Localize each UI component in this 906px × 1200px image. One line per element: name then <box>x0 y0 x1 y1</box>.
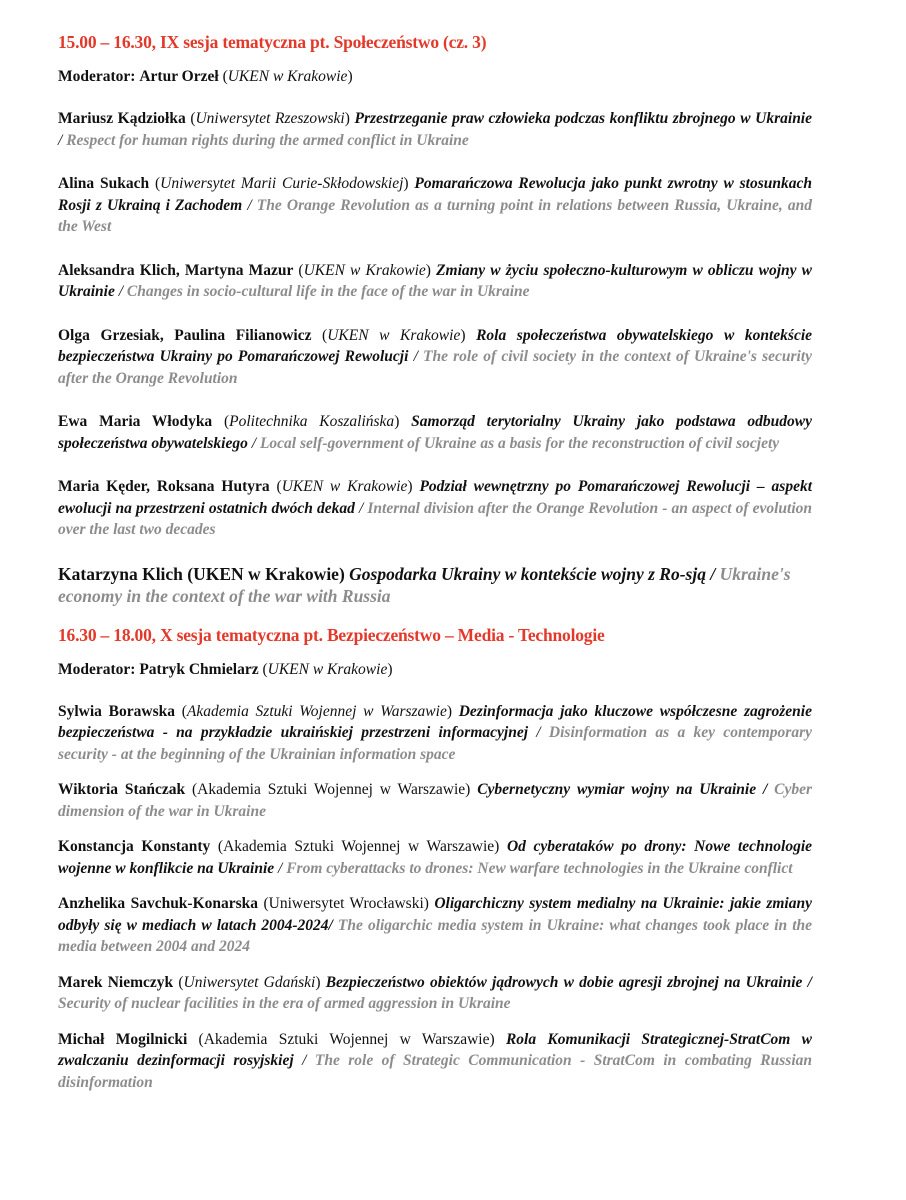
title-english: Internal division after the Orange Revolution - an aspect of evolution over the last two decades <box>58 499 813 538</box>
presentation-entry: Michał Mogilnicki (Akademia Sztuki Wojennej w Warszawie) Rola Komunikacji Strategicznej-StratCom w zwalczaniu dezinformacji rosyjskiej / The role of Strategic Communication - StratCom in combating Russian disinformation <box>58 1030 813 1091</box>
title-english: Local self-government of Ukraine as a basis for the reconstruction of civil socjety <box>259 434 780 452</box>
title-separator: / <box>710 563 716 584</box>
title-separator: / <box>302 1052 307 1069</box>
title-separator: / <box>278 859 283 877</box>
presenter-name: Katarzyna Klich <box>58 563 183 584</box>
presentation-entry: Anzhelika Savchuk-Konarska (Uniwersytet Wrocławski) Oligarchiczny system medialny na Ukrainie: jakie zmiany odbyły się w mediach w latach 2004-2024/ The oligarchic media system in Ukraine: what changes took place in the media between 2004 and 2024 <box>58 895 813 955</box>
presentation-entry: Olga Grzesiak, Paulina Filianowicz (UKEN w Krakowie) Rola społeczeństwa obywatelskiego w kontekście bezpieczeństwa Ukrainy po Pomarańczowej Rewolucji / The role of civil society in the context of Ukraine's security after the Orange Revolution <box>58 326 813 387</box>
moderator-name: Artur Orzeł <box>139 68 219 85</box>
title-separator: / <box>413 348 418 365</box>
title-english: From cyberattacks to drones: New warfare technologies in the Ukraine conflict <box>286 859 793 877</box>
session-ix <box>58 30 812 607</box>
presenter-affiliation: UKEN w Krakowie <box>327 326 461 344</box>
presenter-name: Sylwia Borawska <box>58 702 175 720</box>
title-separator: / <box>807 973 812 991</box>
title-polish: Pomarańczowa Rewolucja jako punkt zwrotny w stosunkach Rosji z Ukrainą i Zachodem <box>58 175 812 214</box>
presentation-entry: Marek Niemczyk (Uniwersytet Gdański) Bezpieczeństwo obiektów jądrowych w dobie agresji zbrojnej na Ukrainie / Security of nuclear facilities in the era of armed aggression in Ukraine <box>58 973 812 1012</box>
presenter-name: Ewa Maria Włodyka <box>58 413 213 430</box>
presenter-affiliation: Uniwersytet Wrocławski <box>268 895 424 912</box>
title-english: Security of nuclear facilities in the era of armed aggression in Ukraine <box>58 995 511 1012</box>
title-english: Ukraine's economy in the context of the war with Russia <box>58 563 791 606</box>
presentation-entry: Wiktoria Stańczak (Akademia Sztuki Wojennej w Warszawie) Cybernetyczny wymiar wojny na Ukrainie / Cyber dimension of the war in Ukraine <box>58 781 813 820</box>
title-separator: / <box>762 781 768 798</box>
title-polish: Samorząd terytorialny Ukrainy jako podstawa odbudowy społeczeństwa obywatelskiego <box>58 413 812 452</box>
title-polish: Rola społeczeństwa obywatelskiego w kontekście bezpieczeństwa Ukrainy po Pomarańczowej Rewolucji <box>58 326 813 365</box>
title-english: Cyber dimension of the war in Ukraine <box>58 781 813 820</box>
title-english: The oligarchic media system in Ukraine: what changes took place in the media between 2004 and 2024 <box>58 916 813 955</box>
presenter-name: Michał Mogilnicki <box>58 1030 188 1048</box>
moderator-label: Moderator: <box>58 660 136 678</box>
title-english: The role of civil society in the context of Ukraine's security after the Orange Revolution <box>58 348 813 387</box>
presenter-name: Anzhelika Savchuk-Konarska <box>58 895 259 912</box>
moderator-label: Moderator: <box>58 68 136 85</box>
presenter-affiliation: Akademia Sztuki Wojennej w Warszawie <box>203 1030 490 1048</box>
title-english: The Orange Revolution as a turning point in relations between Russia, Ukraine, and the West <box>58 196 812 235</box>
presenter-affiliation: Politechnika Koszalińska <box>229 413 395 430</box>
title-separator: / <box>536 724 541 741</box>
title-english: The role of Strategic Communication - StratCom in combating Russian disinformation <box>58 1052 813 1091</box>
title-polish: Podział wewnętrzny po Pomarańczowej Rewolucji – aspekt ewolucji na przestrzeni ostatnich dwóch dekad <box>58 478 813 517</box>
moderator-affiliation: UKEN w Krakowie <box>267 660 388 678</box>
session-x <box>58 623 812 1094</box>
title-separator: / <box>251 434 257 452</box>
presenter-affiliation: Akademia Sztuki Wojennej w Warszawie <box>223 838 495 855</box>
moderator-affiliation: UKEN w Krakowie <box>227 68 348 85</box>
title-polish: Od cyberataków po drony: Nowe technologie wojenne w konflikcie na Ukrainie <box>58 838 813 877</box>
presenter-name: Maria Kęder, Roksana Hutyra <box>58 478 270 495</box>
moderator-name: Patryk Chmielarz <box>139 660 259 678</box>
presentation-entry: Sylwia Borawska (Akademia Sztuki Wojennej w Warszawie) Dezinformacja jako kluczowe współczesne zagrożenie bezpieczeństwa - na przykładzie ukraińskiej przestrzeni informacyjnej / Disinformation as a key contemporary security - at the beginning of the Ukrainian information space <box>58 702 812 763</box>
presenter-affiliation: Uniwersytet Gdański <box>183 973 316 991</box>
title-polish: Cybernetyczny wymiar wojny na Ukrainie <box>477 781 757 798</box>
presenter-affiliation: UKEN w Krakowie <box>193 563 339 584</box>
session-heading: 15.00 – 16.30, IX sesja tematyczna pt. Społeczeństwo (cz. 3) <box>58 32 487 52</box>
title-separator: / <box>328 916 333 934</box>
session-heading: 16.30 – 18.00, X sesja tematyczna pt. Bezpieczeństwo – Media - Technologie <box>58 624 605 645</box>
presenter-name: Marek Niemczyk <box>58 973 174 991</box>
presenter-affiliation: Uniwersytet Marii Curie-Skłodowskiej <box>160 175 404 192</box>
title-english: Changes in socio-cultural life in the face of the war in Ukraine <box>126 283 530 300</box>
presenter-affiliation: UKEN w Krakowie <box>303 261 426 279</box>
presenter-name: Konstancja Konstanty <box>58 838 211 855</box>
presentation-entry: Ewa Maria Włodyka (Politechnika Koszalińska) Samorząd terytorialny Ukrainy jako podstawa odbudowy społeczeństwa obywatelskiego / Local self-government of Ukraine as a basis for the reconstruction of civil socjety <box>58 413 812 452</box>
presenter-name: Olga Grzesiak, Paulina Filianowicz <box>58 326 312 344</box>
presentation-entry: Mariusz Kądziołka (Uniwersytet Rzeszowski) Przestrzeganie praw człowieka podczas konfliktu zbrojnego w Ukrainie / Respect for human rights during the armed conflict in Ukraine <box>58 110 812 149</box>
session-moderator: Moderator: Patryk Chmielarz (UKEN w Krakowie) <box>58 660 393 678</box>
title-english: Disinformation as a key contemporary security - at the beginning of the Ukrainian information space <box>58 724 812 763</box>
title-separator: / <box>247 196 252 214</box>
session-moderator: Moderator: Artur Orzeł (UKEN w Krakowie) <box>58 68 353 85</box>
title-polish: Rola Komunikacji Strategicznej-StratCom w zwalczaniu dezinformacji rosyjskiej <box>58 1030 812 1069</box>
title-polish: Gospodarka Ukrainy w kontekście wojny z Ro-sją <box>349 563 706 584</box>
presentation-entry: Alina Sukach (Uniwersytet Marii Curie-Skłodowskiej) Pomarańczowa Rewolucja jako punkt zwrotny w stosunkach Rosji z Ukrainą i Zachodem / The Orange Revolution as a turning point in relations between Russia, Ukraine, and the West <box>58 175 812 235</box>
title-english: Respect for human rights during the armed conflict in Ukraine <box>66 131 469 149</box>
presenter-affiliation: Akademia Sztuki Wojennej w Warszawie <box>197 781 466 798</box>
title-polish: Oligarchiczny system medialny na Ukrainie: jakie zmiany odbyły się w mediach w latach 2004-2024 <box>58 895 812 934</box>
presenter-name: Mariusz Kądziołka <box>58 110 186 127</box>
presentation-entry: Katarzyna Klich (UKEN w Krakowie) Gospodarka Ukrainy w kontekście wojny z Ro-sją / Ukraine's economy in the context of the war with Russia <box>58 563 791 606</box>
title-polish: Dezinformacja jako kluczowe współczesne zagrożenie bezpieczeństwa - na przykładzie ukraińskiej przestrzeni informacyjnej <box>58 702 812 741</box>
presenter-affiliation: Akademia Sztuki Wojennej w Warszawie <box>186 702 447 720</box>
title-polish: Zmiany w życiu społeczno-kulturowym w obliczu wojny w Ukrainie <box>58 261 812 300</box>
presenter-name: Alina Sukach <box>58 175 150 192</box>
presenter-name: Wiktoria Stańczak <box>58 781 186 798</box>
presentation-entry: Aleksandra Klich, Martyna Mazur (UKEN w Krakowie) Zmiany w życiu społeczno-kulturowym w obliczu wojny w Ukrainie / Changes in socio-cultural life in the face of the war in Ukraine <box>58 261 812 300</box>
presentation-entry: Konstancja Konstanty (Akademia Sztuki Wojennej w Warszawie) Od cyberataków po drony: Nowe technologie wojenne w konflikcie na Ukrainie / From cyberattacks to drones: New warfare technologies in the Ukraine conflict <box>58 838 813 877</box>
presenter-name: Aleksandra Klich, Martyna Mazur <box>58 261 294 279</box>
title-separator: / <box>118 283 124 300</box>
presenter-affiliation: Uniwersytet Rzeszowski <box>195 110 345 127</box>
title-separator: / <box>58 131 63 149</box>
title-polish: Bezpieczeństwo obiektów jądrowych w dobie agresji zbrojnej na Ukrainie <box>325 973 803 991</box>
title-polish: Przestrzeganie praw człowieka podczas konfliktu zbrojnego w Ukrainie <box>354 110 812 127</box>
title-separator: / <box>358 499 364 517</box>
presenter-affiliation: UKEN w Krakowie <box>281 478 408 495</box>
presentation-entry: Maria Kęder, Roksana Hutyra (UKEN w Krakowie) Podział wewnętrzny po Pomarańczowej Rewolucji – aspekt ewolucji na przestrzeni ostatnich dwóch dekad / Internal division after the Orange Revolution - an aspect of evolution over the last two decades <box>58 478 813 538</box>
